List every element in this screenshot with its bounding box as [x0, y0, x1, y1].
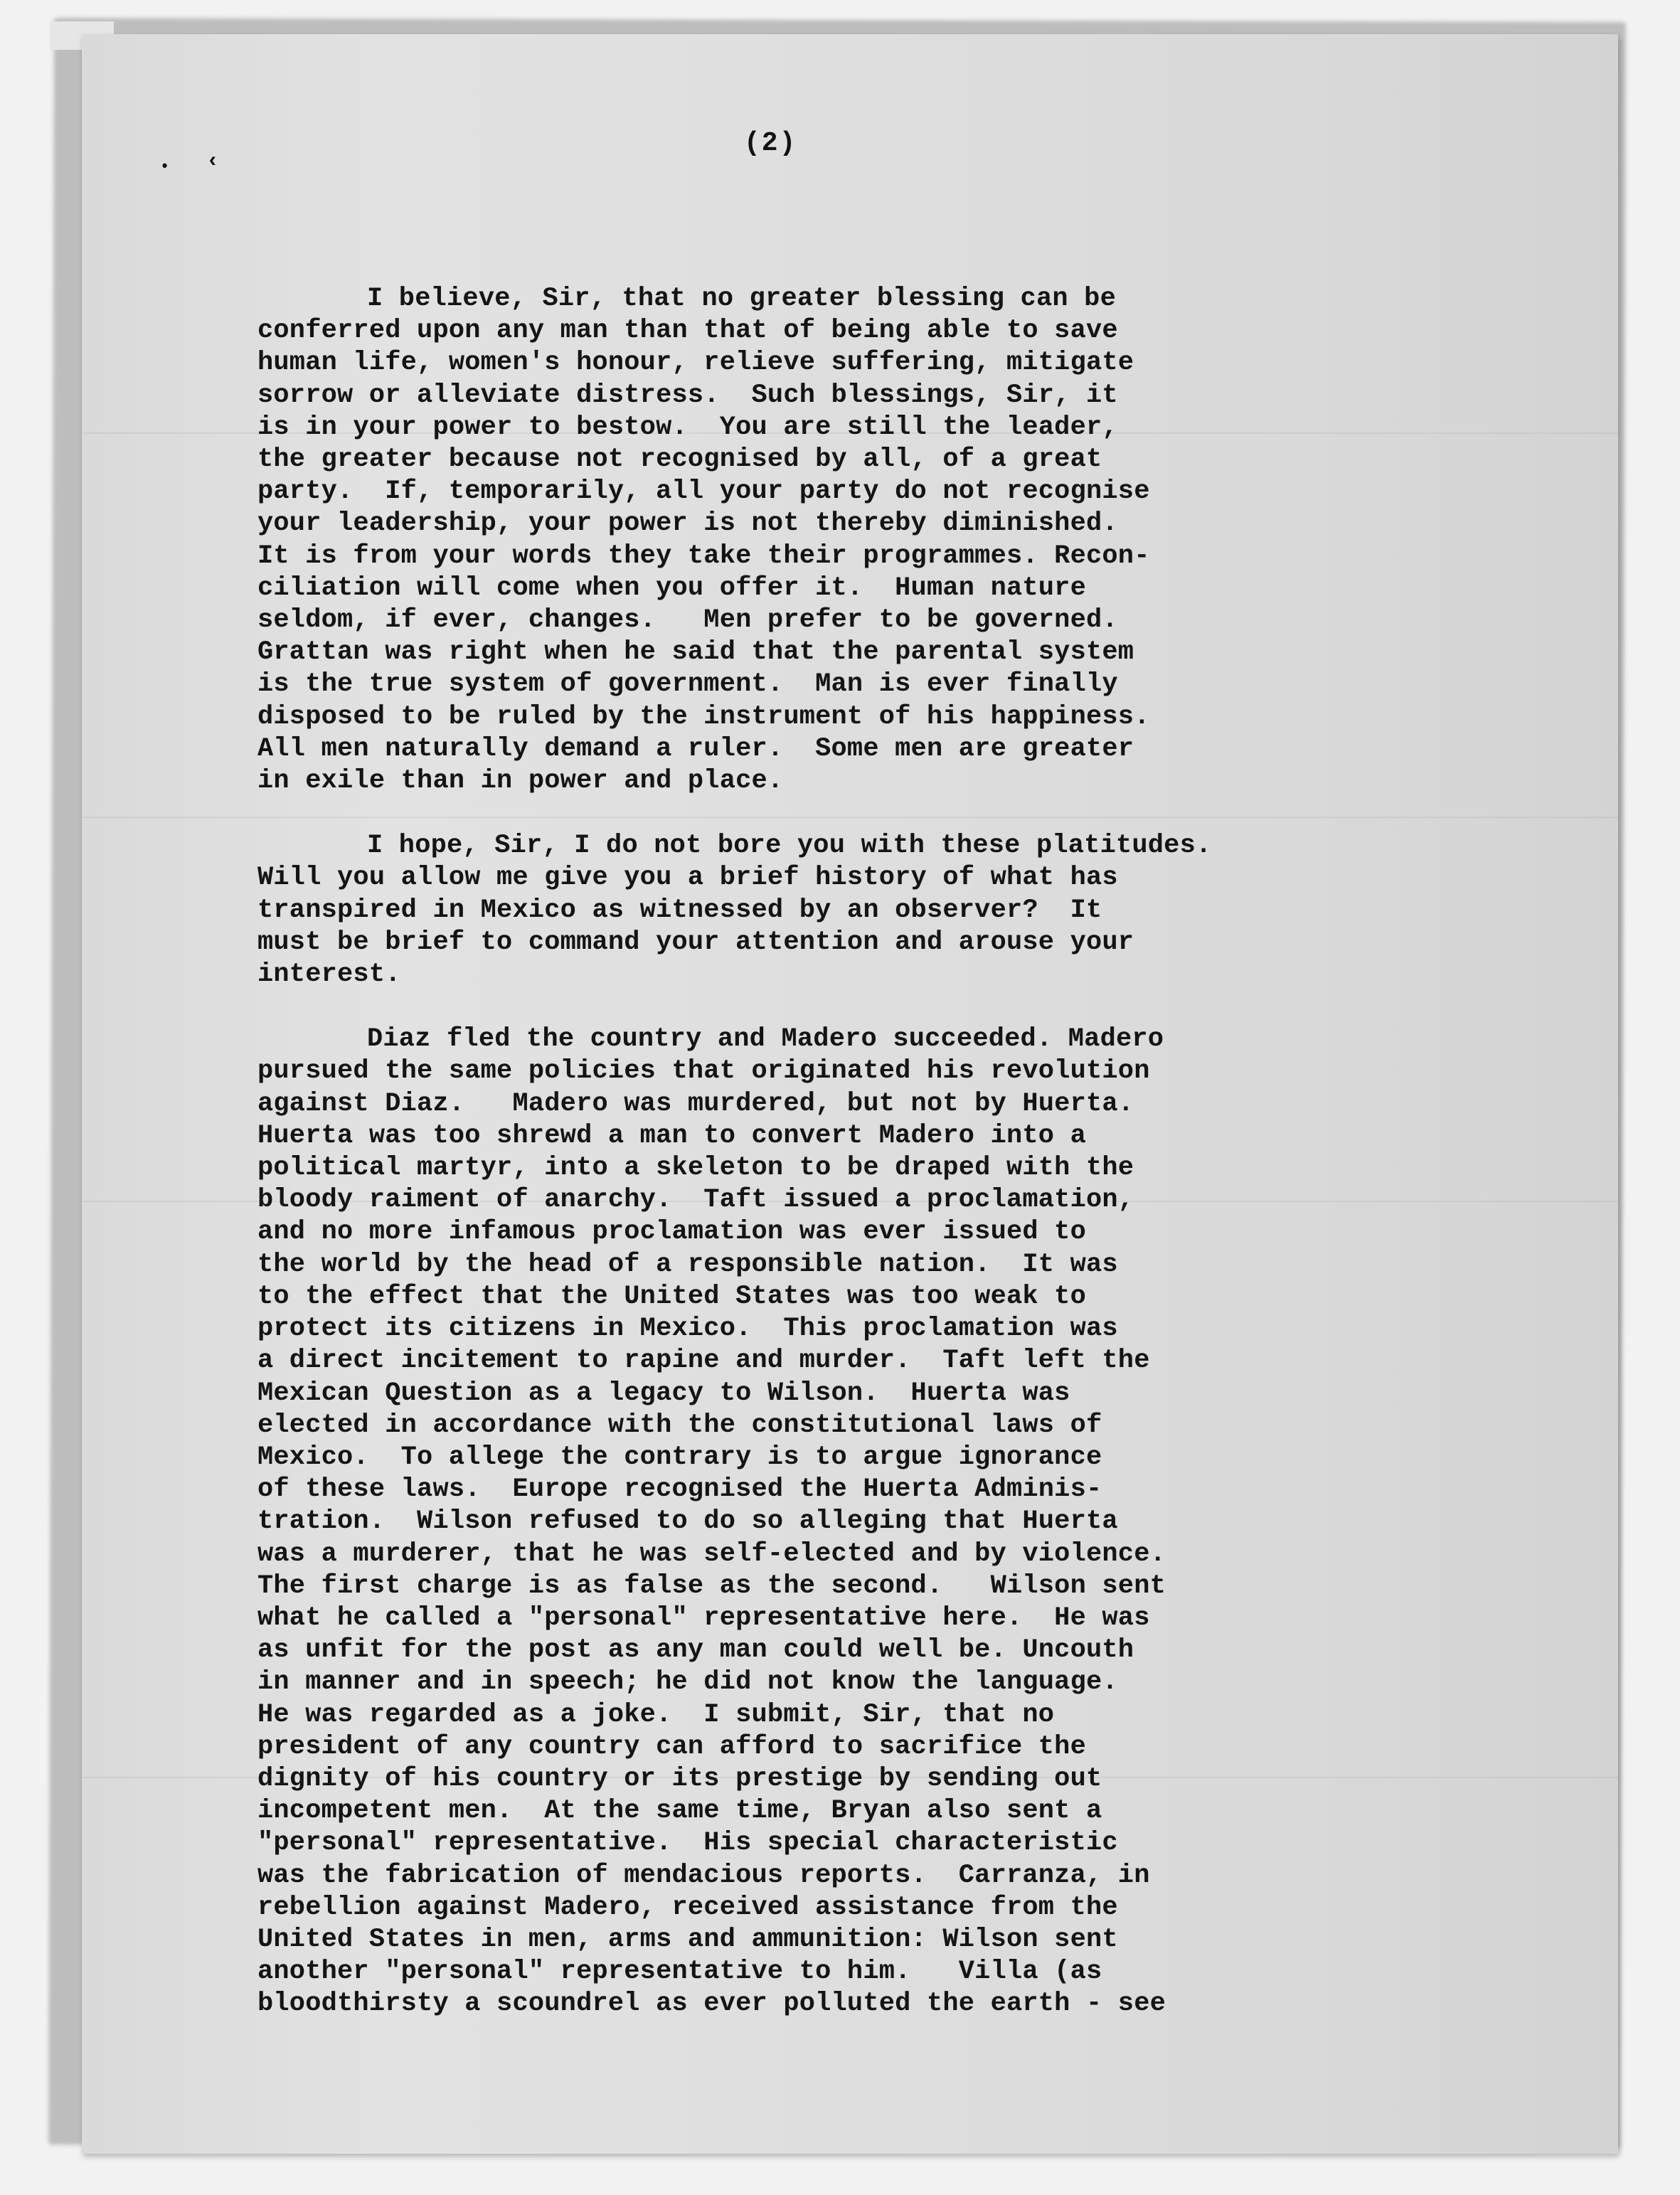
text-line: I believe, Sir, that no greater blessing can be: [367, 284, 1116, 314]
text-line: political martyr, into a skeleton to be draped with the: [257, 1153, 1134, 1184]
text-line: incompetent men. At the same time, Bryan also sent a: [257, 1796, 1102, 1827]
page-number: (2): [744, 128, 797, 159]
text-line: It is from your words they take their programmes. Recon-: [257, 541, 1150, 571]
text-line: to the effect that the United States was too weak to: [257, 1281, 1086, 1312]
text-line: as unfit for the post as any man could well be. Uncouth: [257, 1635, 1134, 1666]
paragraph: [257, 830, 1481, 991]
text-line: party. If, temporarily, all your party do not recognise: [257, 477, 1150, 507]
text-line: transpired in Mexico as witnessed by an observer? It: [257, 895, 1102, 925]
text-line: president of any country can afford to sacrifice the: [257, 1731, 1086, 1762]
text-line: is the true system of government. Man is ever finally: [257, 669, 1118, 700]
text-line: All men naturally demand a ruler. Some men are greater: [257, 733, 1134, 764]
text-line: what he called a "personal" representative here. He was: [257, 1603, 1150, 1633]
text-line: in exile than in power and place.: [257, 766, 784, 797]
text-line: and no more infamous proclamation was ever issued to: [257, 1217, 1086, 1248]
text-line: the greater because not recognised by all, of a great: [257, 445, 1102, 475]
text-line: sorrow or alleviate distress. Such blessings, Sir, it: [257, 380, 1118, 410]
text-line: disposed to be ruled by the instrument of his happiness.: [257, 701, 1150, 732]
text-line: United States in men, arms and ammunition: Wilson sent: [257, 1924, 1118, 1955]
text-line: is in your power to bestow. You are still the leader,: [257, 412, 1118, 442]
text-line: The first charge is as false as the second. Wilson sent: [257, 1570, 1166, 1601]
text-line: rebellion against Madero, received assistance from the: [257, 1892, 1118, 1923]
text-line: Huerta was too shrewd a man to convert Madero into a: [257, 1120, 1086, 1151]
letter-body: [257, 283, 1481, 2053]
text-line: Mexican Question as a legacy to Wilson. Huerta was: [257, 1378, 1070, 1408]
text-line: I hope, Sir, I do not bore you with these platitudes.: [367, 831, 1212, 861]
text-line: dignity of his country or its prestige by sending out: [257, 1763, 1102, 1794]
text-line: another "personal" representative to him. Villa (as: [257, 1957, 1102, 1987]
text-line: human life, women's honour, relieve suffering, mitigate: [257, 348, 1134, 378]
text-line: protect its citizens in Mexico. This proclamation was: [257, 1314, 1118, 1344]
text-line: tration. Wilson refused to do so alleging that Huerta: [257, 1506, 1118, 1537]
text-line: He was regarded as a joke. I submit, Sir, that no: [257, 1699, 1055, 1730]
ink-speck-mark: •: [160, 158, 170, 176]
text-line: in manner and in speech; he did not know the language.: [257, 1667, 1118, 1698]
text-line: was a murderer, that he was self-elected and by violence.: [257, 1538, 1166, 1569]
text-line: must be brief to command your attention and arouse your: [257, 927, 1134, 957]
text-line: of these laws. Europe recognised the Huerta Adminis-: [257, 1474, 1102, 1505]
text-line: bloody raiment of anarchy. Taft issued a proclamation,: [257, 1185, 1134, 1216]
text-line: "personal" representative. His special characteristic: [257, 1828, 1118, 1859]
text-line: Mexico. To allege the contrary is to argue ignorance: [257, 1442, 1102, 1472]
text-line: conferred upon any man than that of being able to save: [257, 316, 1118, 346]
text-line: pursued the same policies that originated his revolution: [257, 1056, 1150, 1087]
text-line: bloodthirsty a scoundrel as ever polluted the earth - see: [257, 1989, 1166, 2019]
text-line: Diaz fled the country and Madero succeeded. Madero: [367, 1024, 1164, 1055]
text-line: against Diaz. Madero was murdered, but not by Huerta.: [257, 1088, 1134, 1119]
paragraph: [257, 283, 1481, 797]
text-line: interest.: [257, 960, 401, 990]
text-line: the world by the head of a responsible nation. It was: [257, 1249, 1118, 1280]
text-line: Grattan was right when he said that the parental system: [257, 637, 1134, 668]
text-line: elected in accordance with the constitutional laws of: [257, 1410, 1102, 1440]
text-line: a direct incitement to rapine and murder. Taft left the: [257, 1346, 1150, 1376]
text-line: was the fabrication of mendacious reports. Carranza, in: [257, 1860, 1150, 1891]
text-line: Will you allow me give you a brief history of what has: [257, 863, 1118, 893]
text-line: your leadership, your power is not thereby diminished.: [257, 509, 1118, 539]
ink-speck-mark: ‹: [206, 149, 220, 174]
paragraph: [257, 1024, 1481, 2020]
text-line: ciliation will come when you offer it. Human nature: [257, 573, 1086, 603]
text-line: seldom, if ever, changes. Men prefer to be governed.: [257, 605, 1118, 636]
